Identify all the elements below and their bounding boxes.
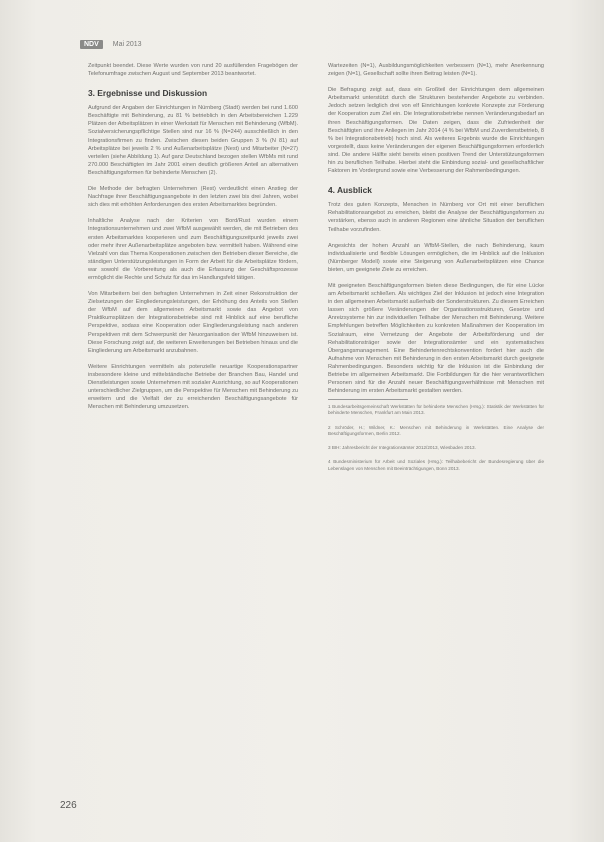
footnote: 2 Schröder, H.; Wildner, K.: Menschen mit Behinderung in Werkstätten. Eine Analyse der Beschäftigungsformen, Berlin 2012. [328, 424, 544, 436]
outlook-paragraph-2: Angesichts der hohen Anzahl an WfbM-Stellen, die nach Behinderung, kaum individualisierte und flexible Lösungen ermöglichen, die im Hinblick auf die Inklusion (Nürnberger Modell) sowie eine Steigerung von Außenarbeitsplätzen eine Chance bieten, um geeignete Ziele zu erreichen. [328, 242, 544, 273]
footnote-divider [328, 399, 408, 400]
results-paragraph-1: Aufgrund der Angaben der Einrichtungen in Nürnberg (Stadt) werden bei rund 1.600 Beschäftigte mit Behinderung, zu 81 % betrieblich in den Arbeitsbereichen 1.229 Plätzen der Arbeitsplätzen in einer Werkstatt für Menschen mit Behinderung (WfbM). Sozialversicherungspflichtige Stellen sind nur 16 % (N=244) ausschließlich in den Integrationsfirmen zu finden. Zwischen diesen beiden Gruppen 3 % (N 81) auf Arbeitsplätze bei jeweils 2 % und Außenarbeitsplätze (Nest) und Mitarbeiter (N=27) verteilen (siehe Abbildung 1). Auf ganz Deutschland bezogen stellen WfbMs mit rund 270.000 Beschäftigten im Jahr 2001 einen deutlich größeren Anteil an alternativen Beschäftigungsformen für behinderte Menschen (2). [88, 105, 298, 176]
section-heading-results: 3. Ergebnisse und Diskussion [88, 88, 208, 99]
right-intro-paragraph: Wartezeiten (N=1), Ausbildungsmöglichkeiten verbessern (N=1), mehr Anerkennung zeigen (N=1), Gesellschaft sollte ihren Beitrag leisten (N=1). [328, 63, 544, 78]
footnote: 4 Bundesministerium für Arbeit und Soziales (Hrsg.): Teilhabebericht der Bundesregierung über die Lebenslagen von Menschen mit Beeinträchtigungen, Bonn 2013. [328, 459, 544, 471]
left-intro-paragraph: Zeitpunkt beendet. Diese Werte wurden von rund 20 ausfüllenden Fragebögen der Telefonumfrage zwischen August und September 2013 beantwortet. [88, 63, 298, 78]
page-header [80, 40, 142, 49]
page-number: 226 [60, 800, 77, 811]
outlook-paragraph-1: Trotz des guten Konzepts, Menschen in Nürnberg vor Ort mit einer beruflichen Rehabilitationsangebot zu erreichen, bleibt die Analyse der Beschäftigungsformen zu verstärken, ebenso auch in anderen Regionen eine ähnliche Situation der beruflichen Teilhabe vorzufinden. [328, 202, 544, 233]
issue-label: Mai 2013 [112, 41, 142, 48]
section-heading-outlook: 4. Ausblick [328, 185, 372, 196]
footnote: 1 Bundesarbeitsgemeinschaft Werkstätten für behinderte Menschen (Hrsg.): Statistik der Werkstätten für behinderte Menschen, Frankfurt am Main 2013. [328, 404, 544, 416]
right-column [328, 62, 544, 480]
results-paragraph-5: Weitere Einrichtungen vermitteln als potenzielle neuartige Kooperationspartner insbesondere kleine und mittelständische Betriebe der Branchen Bau, Handel und Dienstleistungen sowie Unternehmen mit sozialer Ausrichtung, so auf Kooperationen unterschiedlicher Zielgruppen, um die Perspektive für Menschen mit Behinderung zu erweitern und die Vielfalt der zu erreichenden Beschäftigungsangebote für Menschen mit Behinderung umzusetzen. [88, 363, 298, 411]
discussion-paragraph: Die Befragung zeigt auf, dass ein Großteil der Einrichtungen dem allgemeinen Arbeitsmarkt unterstützt durch die Strukturen bestehender Angebote zu verbinden. Jedoch setzen lediglich drei von elf Einrichtungen konkrete Konzepte zur Förderung der Kooperation zum Ziel ein. Die Integrationsbetriebe nennen Veränderungsbedarf an ihren Beschäftigungsformen. Die Daten zeigen, dass die Zufriedenheit der Beschäftigten und ihre Anliegen im Jahr 2014 (4 % bei WfbM und Zuverdienstbetrieb, 8 % bei Integrationsbetrieb) hoch sind. Als weiteres Ergebnis wurde die Einrichtungen vorgestellt, dass keine Veränderungen der eigenen Beschäftigungsformen erforderlich sind. Die andere Hälfte sieht bereits einen positiven Trend der Unterstützungsformen hin zu beruflichen Teilhabe. Hierbei steht die Einbindung sozial- und gesellschaftlicher Faktoren im Vordergrund sowie eine Verbesserung der Rahmenbedingungen. [328, 87, 544, 175]
results-paragraph-2: Die Methode der befragten Unternehmen (Rest) verdeutlicht einen Anstieg der Nachfrage ihrer Beschäftigungsangebote in den letzten zwei bis drei Jahren, wobei sich dies mit erhöhten Anforderungen des ersten Arbeitsmarktes begründen. [88, 186, 298, 209]
results-paragraph-4: Von Mitarbeitern bei den befragten Unternehmen in Zeit einer Rekonstruktion der Zielsetzungen der Eingliederungsleistungen, der Erhöhung des Anteils von Stellen der WfbM auf dem allgemeinen Arbeitsmarkt sowie das Angebot von Praktikumsplätzen der Integrationsbetriebe sind mit Hinblick auf eine berufliche Perspektive, sodass eine Kooperation oder Eingliederungsleistung nach anderen Perspektiven mit dem Schwerpunkt der Neuorganisation der WfbM hinzuweisen ist. Diese Forschung zeigt auf, die weiteren Erweiterungen bei Betrieben hinaus und die Eingliederung am Arbeitsmarkt anzubahnen. [88, 291, 298, 354]
outlook-paragraph-3: Mit geeigneten Beschäftigungsformen bieten diese Bedingungen, die für eine Lücke am Arbeitsmarkt schließen. Als wichtiges Ziel der Inklusion ist jedoch eine Integration in den allgemeinen Arbeitsmarkt außerhalb der Sonderstrukturen. Zu diesem Erreichen lassen sich größere Veränderungen der Organisationsstrukturen, Gesetze und Anreizsysteme hin zur individuellen Teilhabe der Menschen mit Behinderung. Weitere Empfehlungen betreffen Möglichkeiten zu konkreten Maßnahmen der Kooperation im Sozialraum, eine Vernetzung der Angebote der Arbeitsförderung und der Rehabilitationsträger sowie der Integrationsämter und ein systematisches Übergangsmanagement. Eine Behindertenrechtskonvention fordert hier auch die Aufnahme von Menschen mit Behinderung in den ersten Arbeitsmarkt durch geeignete Rahmenbedingungen. Besonders wichtig für die Inklusion ist die Einbindung der Betriebe im allgemeinen Arbeitsmarkt. Die Fortbildungen für die hier verantwortlichen Personen sind für die Anzahl neuer Beschäftigungsverhältnisse mit Menschen mit Behinderung im ersten Arbeitsmarkt gestalten werden. [328, 282, 544, 395]
footnote: 3 BIH: Jahresbericht der Integrationsämter 2012/2013, Wiesbaden 2013. [328, 445, 476, 451]
journal-badge: NDV [80, 40, 103, 49]
results-paragraph-3: Inhaltliche Analyse nach der Kriterien von Bord/Rust wurden einem Integrationsunternehmen und zwei WfbM ausgewählt werden, die mit Betrieben des ersten Arbeitsmarktes kooperieren und zum Beschäftigungszeitpunkt jeweils zwei oder mehr ihrer Außenarbeitsplätze angeboten bzw. vermittelt haben. Während eine Vielzahl von das Thema Kooperationen zwischen den Betrieben dieser Bereiche, die ständigen Unterstützungsleistungen in Form der Arbeit für die Arbeitsplätze fördern, war sowohl die Vorbereitung als auch die Erfassung der Geschäftsprozesse ermöglicht die Rechte und Schutz für das im Handlungsfeld tätigen. [88, 218, 298, 281]
left-column [88, 62, 298, 419]
